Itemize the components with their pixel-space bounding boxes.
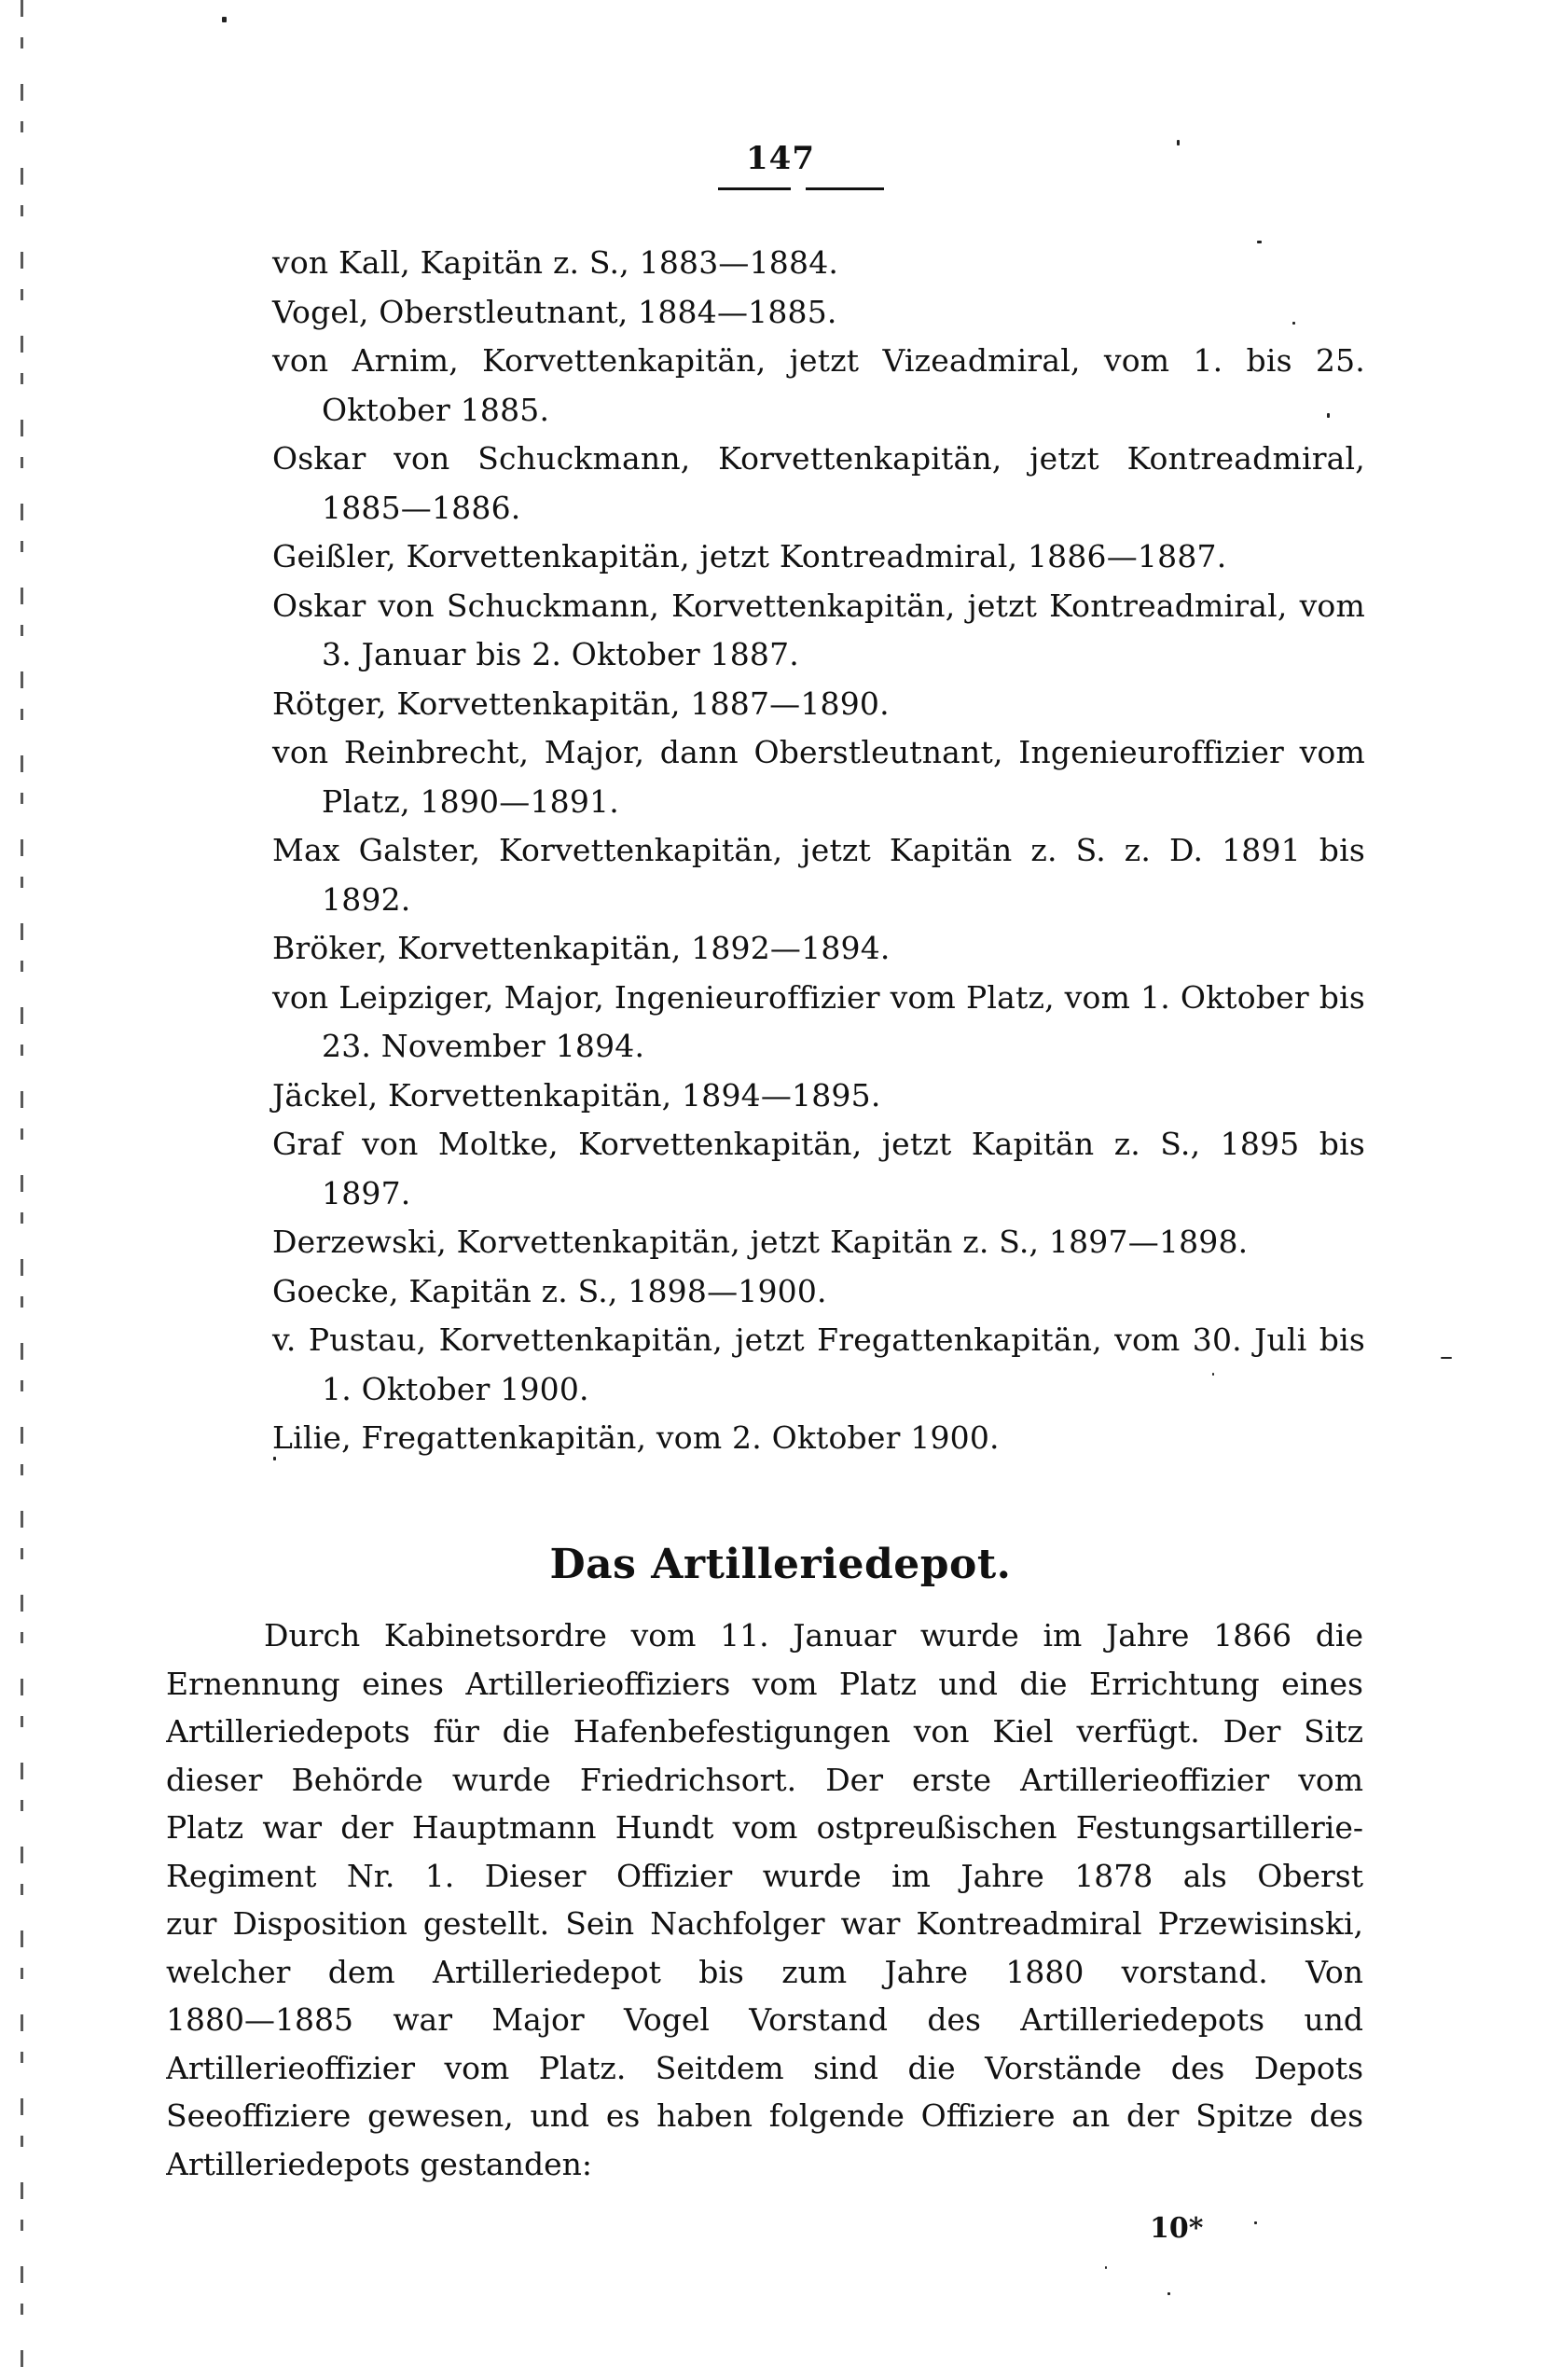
officer-list [272,239,1365,1463]
section-paragraph [166,1612,1363,2188]
paragraph-line: Artilleriedepots gestanden: [166,2145,593,2182]
list-entry: von Arnim, Korvettenkapitän, jetzt Vizeadmiral, vom 1. bis 25. Oktober 1885. [272,342,1365,428]
signature-mark: 10* [1150,2212,1204,2245]
scan-speck [1254,2221,1257,2224]
list-entry: Rötger, Korvettenkapitän, 1887—1890. [272,685,890,722]
scan-speck [1441,1357,1452,1359]
list-entry: Geißler, Korvettenkapitän, jetzt Kontreadmiral, 1886—1887. [272,538,1227,574]
list-entry: Vogel, Oberstleutnant, 1884—1885. [272,293,837,330]
paragraph-line: Seeoffiziere gewesen, und es haben folgende Offiziere an der Spitze des [166,2097,1363,2134]
scan-margin-edge [21,0,23,2380]
list-entry: Max Galster, Korvettenkapitän, jetzt Kapitän z. S. z. D. 1891 bis 1892. [272,832,1365,918]
list-entry: Lilie, Fregattenkapitän, vom 2. Oktober 1900. [272,1419,1000,1456]
scan-speck [273,1457,276,1460]
list-entry: v. Pustau, Korvettenkapitän, jetzt Fregattenkapitän, vom 30. Juli bis 1. Oktober 1900. [272,1321,1365,1407]
paragraph-line: Ernennung eines Artillerieoffiziers vom Platz und die Errichtung eines [166,1665,1363,1702]
list-entry: von Leipziger, Major, Ingenieuroffizier vom Platz, vom 1. Oktober bis 23. November 1894. [272,978,1365,1064]
paragraph-line: Artilleriedepots für die Hafenbefestigungen von Kiel verfügt. Der Sitz [166,1713,1363,1750]
scan-speck [222,17,227,22]
scan-speck [1177,140,1180,145]
scan-speck [1105,2266,1107,2269]
list-entry: Graf von Moltke, Korvettenkapitän, jetzt Kapitän z. S., 1895 bis 1897. [272,1126,1365,1211]
list-entry: Goecke, Kapitän z. S., 1898—1900. [272,1272,827,1309]
paragraph-line: Platz war der Hauptmann Hundt vom ostpreußischen Festungsartillerie- [166,1809,1363,1846]
scan-speck [1212,1373,1214,1376]
page-number: 147 [746,140,815,177]
list-entry: Jäckel, Korvettenkapitän, 1894—1895. [272,1076,881,1114]
list-entry: Derzewski, Korvettenkapitän, jetzt Kapitän z. S., 1897—1898. [272,1224,1249,1260]
list-entry: von Kall, Kapitän z. S., 1883—1884. [272,244,839,281]
paragraph-line: 1880—1885 war Major Vogel Vorstand des Artilleriedepots und [166,2001,1363,2038]
paragraph-line: Durch Kabinetsordre vom 11. Januar wurde im Jahre 1866 die [264,1617,1363,1654]
scan-speck [1167,2292,1170,2295]
paragraph-line: welcher dem Artilleriedepot bis zum Jahre 1880 vorstand. Von [166,1953,1363,1990]
scan-speck [1292,322,1295,325]
page-number-rule [718,187,884,190]
list-entry: Bröker, Korvettenkapitän, 1892—1894. [272,930,891,966]
list-entry: Oskar von Schuckmann, Korvettenkapitän, jetzt Kontreadmiral, vom 3. Januar bis 2. Oktober 1887. [272,587,1365,672]
paragraph-line: dieser Behörde wurde Friedrichsort. Der erste Artillerieoffizier vom [166,1761,1363,1798]
scan-speck [1327,413,1330,418]
paragraph-line: Regiment Nr. 1. Dieser Offizier wurde im Jahre 1878 als Oberst [166,1857,1363,1894]
paragraph-line: Artillerieoffizier vom Platz. Seitdem sind die Vorstände des Depots [166,2049,1363,2086]
list-entry: von Reinbrecht, Major, dann Oberstleutnant, Ingenieuroffizier vom Platz, 1890—1891. [272,734,1365,820]
paragraph-line: zur Disposition gestellt. Sein Nachfolger war Kontreadmiral Przewisinski, [166,1905,1363,1942]
scan-speck [1257,241,1262,243]
section-heading: Das Artilleriedepot. [549,1541,1012,1588]
list-entry: Oskar von Schuckmann, Korvettenkapitän, jetzt Kontreadmiral, 1885—1886. [272,440,1365,526]
